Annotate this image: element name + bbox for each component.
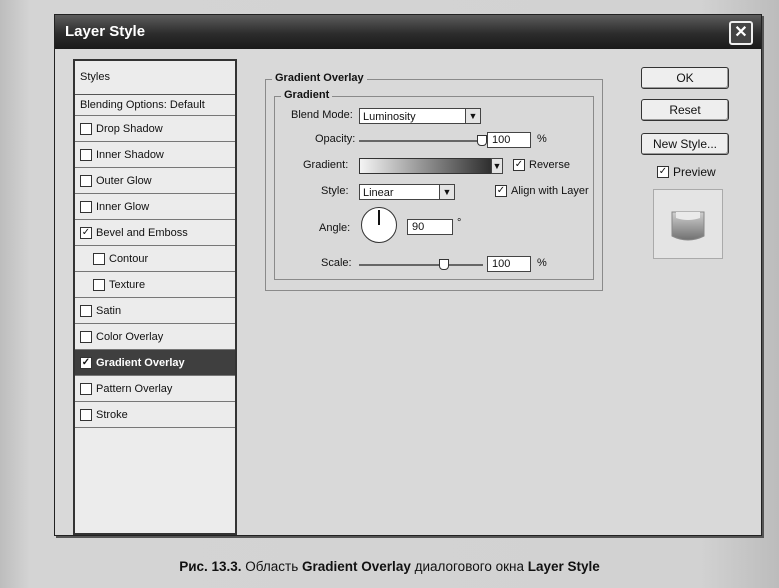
new-style-button[interactable]: New Style... bbox=[641, 133, 729, 155]
chevron-down-icon: ▼ bbox=[492, 161, 502, 171]
checkbox-icon[interactable] bbox=[80, 149, 92, 161]
gradient-label: Gradient: bbox=[303, 159, 349, 171]
checkbox-icon[interactable] bbox=[80, 409, 92, 421]
style-item-inner-glow[interactable]: Inner Glow bbox=[75, 194, 235, 220]
checkbox-icon[interactable] bbox=[93, 253, 105, 265]
reverse-check-icon: ✓ bbox=[514, 159, 524, 170]
opacity-slider-thumb[interactable] bbox=[477, 135, 487, 146]
style-item-outer-glow[interactable]: Outer Glow bbox=[75, 168, 235, 194]
angle-dial[interactable] bbox=[361, 207, 397, 243]
checkbox-icon[interactable] bbox=[80, 331, 92, 343]
style-item-pattern-overlay[interactable]: Pattern Overlay bbox=[75, 376, 235, 402]
style-select[interactable]: Linear ▼ bbox=[359, 184, 455, 200]
angle-label: Angle: bbox=[319, 222, 351, 234]
blend-mode-select[interactable]: Luminosity ▼ bbox=[359, 108, 481, 124]
preview-check-icon: ✓ bbox=[658, 166, 668, 177]
style-item-stroke[interactable]: Stroke bbox=[75, 402, 235, 428]
opacity-slider-track[interactable] bbox=[359, 140, 483, 142]
checkbox-icon[interactable] bbox=[80, 175, 92, 187]
opacity-label: Opacity: bbox=[315, 133, 356, 145]
style-item-color-overlay[interactable]: Color Overlay bbox=[75, 324, 235, 350]
checkbox-icon[interactable] bbox=[93, 279, 105, 291]
checkbox-icon[interactable] bbox=[80, 201, 92, 213]
gradient-subgroup bbox=[274, 89, 594, 280]
gradient-swatch[interactable] bbox=[359, 158, 491, 174]
blending-options-item[interactable]: Blending Options: Default bbox=[75, 95, 235, 116]
checkbox-icon[interactable] bbox=[80, 305, 92, 317]
scale-input[interactable]: 100 bbox=[487, 256, 531, 272]
style-item-bevel-and-emboss[interactable]: ✓ Bevel and Emboss bbox=[75, 220, 235, 246]
preview-checkbox[interactable]: ✓ Preview bbox=[658, 165, 716, 179]
reset-button[interactable]: Reset bbox=[641, 99, 729, 121]
scale-label: Scale: bbox=[321, 257, 352, 269]
checkbox-icon[interactable] bbox=[80, 383, 92, 395]
gradient-overlay-group bbox=[265, 72, 603, 291]
close-icon[interactable]: ✕ bbox=[729, 21, 753, 45]
style-item-texture[interactable]: Texture bbox=[75, 272, 235, 298]
title-bar[interactable] bbox=[55, 15, 761, 49]
checkbox-icon[interactable]: ✓ bbox=[81, 226, 91, 238]
chevron-down-icon: ▼ bbox=[465, 109, 480, 123]
checkbox-icon[interactable] bbox=[80, 123, 92, 135]
style-item-contour[interactable]: Contour bbox=[75, 246, 235, 272]
angle-needle bbox=[378, 210, 380, 225]
scale-slider-thumb[interactable] bbox=[439, 259, 449, 270]
style-label: Style: bbox=[321, 185, 349, 197]
angle-unit: ° bbox=[457, 217, 462, 229]
blend-mode-label: Blend Mode: bbox=[291, 109, 353, 121]
gradient-overlay-title: Gradient Overlay bbox=[272, 72, 367, 84]
gradient-subgroup-title: Gradient bbox=[281, 89, 332, 101]
style-list bbox=[75, 116, 235, 428]
align-check-icon: ✓ bbox=[496, 185, 506, 196]
styles-panel bbox=[73, 59, 237, 535]
checkbox-icon[interactable]: ✓ bbox=[81, 356, 91, 368]
window-title: Layer Style bbox=[65, 23, 146, 40]
gradient-dropdown[interactable] bbox=[491, 158, 503, 174]
style-item-drop-shadow[interactable]: Drop Shadow bbox=[75, 116, 235, 142]
style-item-gradient-overlay[interactable]: ✓ Gradient Overlay bbox=[75, 350, 235, 376]
styles-header[interactable]: Styles bbox=[75, 61, 235, 95]
preview-thumbnail bbox=[653, 189, 723, 259]
style-item-satin[interactable]: Satin bbox=[75, 298, 235, 324]
align-with-layer-checkbox[interactable]: ✓ Align with Layer bbox=[496, 185, 589, 197]
reverse-checkbox[interactable]: ✓ Reverse bbox=[514, 159, 570, 171]
scale-slider-track[interactable] bbox=[359, 264, 483, 266]
figure-caption: Рис. 13.3. Область Gradient Overlay диалогового окна Layer Style bbox=[179, 559, 600, 574]
angle-input[interactable]: 90 bbox=[407, 219, 453, 235]
opacity-input[interactable]: 100 bbox=[487, 132, 531, 148]
scale-unit: % bbox=[537, 257, 547, 269]
opacity-unit: % bbox=[537, 133, 547, 145]
layer-style-dialog bbox=[54, 14, 762, 536]
preview-shape-icon bbox=[654, 190, 722, 258]
ok-button[interactable]: OK bbox=[641, 67, 729, 89]
chevron-down-icon: ▼ bbox=[439, 185, 454, 199]
style-item-inner-shadow[interactable]: Inner Shadow bbox=[75, 142, 235, 168]
dialog-body bbox=[55, 49, 761, 535]
